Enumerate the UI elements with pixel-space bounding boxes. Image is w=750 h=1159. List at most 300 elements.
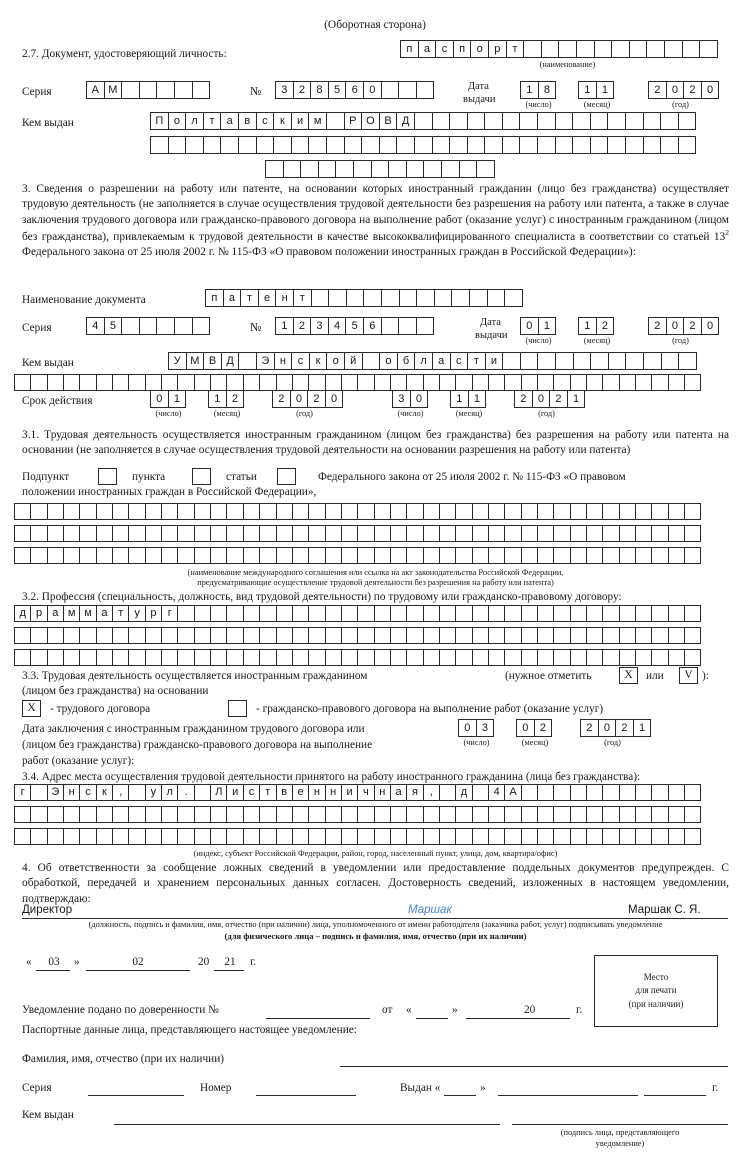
form-cell[interactable] bbox=[128, 627, 145, 644]
form-cell[interactable] bbox=[668, 828, 685, 845]
form-cell[interactable] bbox=[194, 649, 211, 666]
form-cell[interactable] bbox=[326, 136, 345, 154]
form-cell[interactable] bbox=[112, 374, 129, 391]
form-cell[interactable] bbox=[14, 649, 31, 666]
form-cell[interactable] bbox=[390, 828, 407, 845]
form-cell[interactable]: 5 bbox=[345, 317, 364, 335]
form-cell[interactable] bbox=[629, 40, 648, 58]
form-cell[interactable] bbox=[488, 547, 505, 564]
point-input[interactable] bbox=[192, 468, 211, 485]
form-cell[interactable] bbox=[30, 525, 47, 542]
form-cell[interactable] bbox=[112, 649, 129, 666]
form-cell[interactable] bbox=[308, 649, 325, 666]
form-cell[interactable]: м bbox=[308, 112, 327, 130]
form-cell[interactable] bbox=[161, 374, 178, 391]
form-cell[interactable] bbox=[374, 547, 391, 564]
form-cell[interactable] bbox=[537, 352, 556, 370]
form-cell[interactable] bbox=[406, 627, 423, 644]
form-cell[interactable]: м bbox=[63, 605, 80, 622]
form-cell[interactable] bbox=[586, 828, 603, 845]
form-cell[interactable] bbox=[449, 112, 468, 130]
form-cell[interactable] bbox=[161, 627, 178, 644]
form-cell[interactable] bbox=[292, 374, 309, 391]
form-cell[interactable] bbox=[586, 374, 603, 391]
form-cell[interactable]: 4 bbox=[328, 317, 347, 335]
form-cell[interactable] bbox=[177, 806, 194, 823]
form-cell[interactable] bbox=[177, 627, 194, 644]
form-cell[interactable] bbox=[177, 374, 194, 391]
form-cell[interactable]: п bbox=[400, 40, 419, 58]
form-cell[interactable]: 2 bbox=[683, 317, 702, 335]
form-cell[interactable] bbox=[488, 627, 505, 644]
form-cell[interactable]: г bbox=[161, 605, 178, 622]
form-cell[interactable] bbox=[128, 806, 145, 823]
form-cell[interactable] bbox=[602, 605, 619, 622]
form-cell[interactable] bbox=[79, 649, 96, 666]
form-cell[interactable] bbox=[607, 136, 626, 154]
form-cell[interactable] bbox=[276, 547, 293, 564]
form-cell[interactable] bbox=[243, 374, 260, 391]
passport-year-cells[interactable] bbox=[648, 81, 719, 99]
form-cell[interactable] bbox=[145, 374, 162, 391]
form-cell[interactable] bbox=[145, 627, 162, 644]
form-cell[interactable] bbox=[357, 627, 374, 644]
form-cell[interactable]: М bbox=[104, 81, 123, 99]
form-cell[interactable] bbox=[555, 352, 574, 370]
form-cell[interactable] bbox=[256, 136, 275, 154]
form-cell[interactable]: в bbox=[276, 784, 293, 801]
form-cell[interactable]: О bbox=[361, 112, 380, 130]
form-cell[interactable] bbox=[174, 317, 193, 335]
form-cell[interactable] bbox=[441, 160, 460, 178]
form-cell[interactable] bbox=[341, 525, 358, 542]
form-cell[interactable] bbox=[414, 136, 433, 154]
form-cell[interactable] bbox=[325, 374, 342, 391]
form-cell[interactable] bbox=[210, 649, 227, 666]
form-cell[interactable] bbox=[455, 547, 472, 564]
form-cell[interactable] bbox=[112, 503, 129, 520]
form-cell[interactable] bbox=[357, 374, 374, 391]
form-cell[interactable] bbox=[220, 136, 239, 154]
form-cell[interactable] bbox=[353, 160, 372, 178]
form-cell[interactable] bbox=[423, 503, 440, 520]
form-cell[interactable] bbox=[243, 806, 260, 823]
form-cell[interactable]: 1 bbox=[578, 81, 597, 99]
form-cell[interactable]: 2 bbox=[683, 81, 702, 99]
form-cell[interactable]: 1 bbox=[578, 317, 597, 335]
form-cell[interactable] bbox=[607, 112, 626, 130]
form-cell[interactable] bbox=[341, 649, 358, 666]
form-cell[interactable]: и bbox=[485, 352, 504, 370]
form-cell[interactable] bbox=[96, 806, 113, 823]
patent-number-cells[interactable] bbox=[275, 317, 434, 335]
form-cell[interactable] bbox=[406, 806, 423, 823]
form-cell[interactable] bbox=[619, 525, 636, 542]
contract-month-cells[interactable] bbox=[516, 719, 552, 737]
form-cell[interactable] bbox=[243, 503, 260, 520]
form-cell[interactable] bbox=[635, 547, 652, 564]
form-cell[interactable]: 1 bbox=[538, 317, 557, 335]
form-cell[interactable] bbox=[300, 160, 319, 178]
form-cell[interactable] bbox=[374, 806, 391, 823]
form-cell[interactable] bbox=[586, 806, 603, 823]
form-cell[interactable] bbox=[519, 112, 538, 130]
form-cell[interactable]: 6 bbox=[363, 317, 382, 335]
form-cell[interactable] bbox=[521, 605, 538, 622]
form-cell[interactable] bbox=[602, 649, 619, 666]
form-cell[interactable] bbox=[292, 828, 309, 845]
form-cell[interactable]: 0 bbox=[666, 317, 685, 335]
form-cell[interactable]: р bbox=[488, 40, 507, 58]
form-cell[interactable] bbox=[537, 828, 554, 845]
form-cell[interactable] bbox=[635, 806, 652, 823]
form-cell[interactable] bbox=[684, 828, 701, 845]
form-cell[interactable]: 1 bbox=[208, 390, 227, 408]
form-cell[interactable] bbox=[194, 547, 211, 564]
form-cell[interactable] bbox=[455, 828, 472, 845]
form-cell[interactable] bbox=[96, 627, 113, 644]
form-cell[interactable] bbox=[79, 503, 96, 520]
form-cell[interactable] bbox=[308, 136, 327, 154]
form-cell[interactable] bbox=[14, 547, 31, 564]
form-cell[interactable] bbox=[502, 136, 521, 154]
form-cell[interactable] bbox=[308, 627, 325, 644]
form-cell[interactable] bbox=[226, 525, 243, 542]
form-cell[interactable] bbox=[570, 784, 587, 801]
form-cell[interactable] bbox=[602, 828, 619, 845]
form-cell[interactable] bbox=[398, 81, 417, 99]
form-cell[interactable] bbox=[625, 352, 644, 370]
form-cell[interactable]: 3 bbox=[310, 317, 329, 335]
form-cell[interactable] bbox=[308, 374, 325, 391]
form-cell[interactable] bbox=[668, 503, 685, 520]
form-cell[interactable] bbox=[635, 525, 652, 542]
form-cell[interactable] bbox=[128, 503, 145, 520]
form-cell[interactable] bbox=[423, 605, 440, 622]
patent-year-cells[interactable] bbox=[648, 317, 719, 335]
form-cell[interactable] bbox=[273, 136, 292, 154]
form-cell[interactable]: 0 bbox=[516, 719, 535, 737]
form-cell[interactable] bbox=[292, 806, 309, 823]
form-cell[interactable] bbox=[112, 806, 129, 823]
form-cell[interactable] bbox=[63, 806, 80, 823]
form-cell[interactable] bbox=[423, 525, 440, 542]
form-cell[interactable]: 8 bbox=[538, 81, 557, 99]
form-cell[interactable] bbox=[668, 547, 685, 564]
form-cell[interactable]: т bbox=[203, 112, 222, 130]
form-cell[interactable] bbox=[341, 806, 358, 823]
form-cell[interactable] bbox=[439, 547, 456, 564]
form-cell[interactable] bbox=[423, 374, 440, 391]
form-cell[interactable]: и bbox=[291, 112, 310, 130]
form-cell[interactable] bbox=[292, 649, 309, 666]
form-cell[interactable] bbox=[145, 525, 162, 542]
form-cell[interactable] bbox=[30, 627, 47, 644]
form-cell[interactable] bbox=[79, 547, 96, 564]
form-cell[interactable] bbox=[318, 160, 337, 178]
form-cell[interactable] bbox=[553, 828, 570, 845]
form-cell[interactable] bbox=[572, 112, 591, 130]
form-cell[interactable]: а bbox=[432, 352, 451, 370]
section-3-1-row-1[interactable] bbox=[14, 503, 701, 520]
form-cell[interactable] bbox=[390, 547, 407, 564]
passport-issued-row-3[interactable] bbox=[265, 160, 495, 178]
form-cell[interactable] bbox=[399, 289, 418, 307]
form-cell[interactable] bbox=[379, 136, 398, 154]
form-cell[interactable] bbox=[308, 806, 325, 823]
form-cell[interactable]: н bbox=[63, 784, 80, 801]
form-cell[interactable] bbox=[572, 136, 591, 154]
form-cell[interactable] bbox=[96, 828, 113, 845]
form-cell[interactable]: 6 bbox=[345, 81, 364, 99]
form-cell[interactable] bbox=[519, 136, 538, 154]
form-cell[interactable] bbox=[357, 806, 374, 823]
form-cell[interactable] bbox=[472, 828, 489, 845]
passport-seria-cells[interactable] bbox=[86, 81, 210, 99]
form-cell[interactable] bbox=[210, 828, 227, 845]
form-cell[interactable] bbox=[96, 374, 113, 391]
form-cell[interactable]: а bbox=[418, 40, 437, 58]
form-cell[interactable] bbox=[570, 605, 587, 622]
form-cell[interactable] bbox=[406, 649, 423, 666]
form-cell[interactable] bbox=[112, 627, 129, 644]
form-cell[interactable] bbox=[651, 525, 668, 542]
form-cell[interactable] bbox=[341, 627, 358, 644]
form-cell[interactable]: . bbox=[177, 784, 194, 801]
form-cell[interactable] bbox=[357, 525, 374, 542]
form-cell[interactable] bbox=[455, 374, 472, 391]
form-cell[interactable]: 2 bbox=[293, 81, 312, 99]
form-cell[interactable] bbox=[292, 547, 309, 564]
form-cell[interactable] bbox=[416, 317, 435, 335]
form-cell[interactable] bbox=[63, 547, 80, 564]
form-cell[interactable] bbox=[194, 828, 211, 845]
form-cell[interactable]: с bbox=[291, 352, 310, 370]
form-cell[interactable]: д bbox=[455, 784, 472, 801]
form-cell[interactable]: 0 bbox=[363, 81, 382, 99]
form-cell[interactable] bbox=[684, 627, 701, 644]
patent-issued-row-2[interactable] bbox=[14, 374, 701, 391]
form-cell[interactable]: А bbox=[86, 81, 105, 99]
form-cell[interactable]: 2 bbox=[596, 317, 615, 335]
form-cell[interactable] bbox=[590, 352, 609, 370]
form-cell[interactable]: 0 bbox=[520, 317, 539, 335]
form-cell[interactable]: о bbox=[470, 40, 489, 58]
form-cell[interactable] bbox=[668, 605, 685, 622]
form-cell[interactable] bbox=[311, 289, 330, 307]
form-cell[interactable] bbox=[194, 374, 211, 391]
form-cell[interactable] bbox=[619, 627, 636, 644]
form-cell[interactable] bbox=[325, 627, 342, 644]
form-cell[interactable] bbox=[684, 649, 701, 666]
form-cell[interactable] bbox=[63, 374, 80, 391]
form-cell[interactable] bbox=[472, 784, 489, 801]
form-cell[interactable] bbox=[14, 374, 31, 391]
form-cell[interactable] bbox=[668, 649, 685, 666]
form-cell[interactable]: 0 bbox=[701, 317, 720, 335]
form-cell[interactable] bbox=[14, 828, 31, 845]
form-cell[interactable] bbox=[553, 649, 570, 666]
form-cell[interactable]: В bbox=[203, 352, 222, 370]
form-cell[interactable]: с bbox=[435, 40, 454, 58]
form-cell[interactable] bbox=[668, 525, 685, 542]
form-cell[interactable] bbox=[541, 40, 560, 58]
form-cell[interactable] bbox=[643, 352, 662, 370]
form-cell[interactable] bbox=[238, 136, 257, 154]
form-cell[interactable] bbox=[635, 627, 652, 644]
form-cell[interactable] bbox=[661, 352, 680, 370]
form-cell[interactable] bbox=[504, 649, 521, 666]
form-cell[interactable] bbox=[434, 289, 453, 307]
form-cell[interactable]: 5 bbox=[328, 81, 347, 99]
form-cell[interactable] bbox=[488, 649, 505, 666]
form-cell[interactable] bbox=[455, 525, 472, 542]
form-cell[interactable] bbox=[210, 605, 227, 622]
form-cell[interactable]: 2 bbox=[580, 719, 599, 737]
form-cell[interactable]: Р bbox=[344, 112, 363, 130]
form-cell[interactable] bbox=[96, 547, 113, 564]
form-cell[interactable] bbox=[357, 503, 374, 520]
form-cell[interactable] bbox=[14, 627, 31, 644]
form-cell[interactable] bbox=[406, 374, 423, 391]
form-cell[interactable]: 5 bbox=[104, 317, 123, 335]
form-cell[interactable] bbox=[668, 374, 685, 391]
form-cell[interactable] bbox=[651, 806, 668, 823]
patent-month-cells[interactable] bbox=[578, 317, 614, 335]
form-cell[interactable] bbox=[537, 503, 554, 520]
form-cell[interactable] bbox=[684, 806, 701, 823]
form-cell[interactable] bbox=[308, 503, 325, 520]
form-cell[interactable] bbox=[602, 503, 619, 520]
form-cell[interactable] bbox=[276, 828, 293, 845]
form-cell[interactable] bbox=[678, 352, 697, 370]
form-cell[interactable] bbox=[406, 525, 423, 542]
form-cell[interactable] bbox=[439, 525, 456, 542]
form-cell[interactable]: 1 bbox=[275, 317, 294, 335]
form-cell[interactable] bbox=[396, 136, 415, 154]
form-cell[interactable] bbox=[455, 503, 472, 520]
form-cell[interactable] bbox=[472, 503, 489, 520]
form-cell[interactable] bbox=[504, 525, 521, 542]
form-cell[interactable]: 2 bbox=[272, 390, 291, 408]
form-cell[interactable]: У bbox=[168, 352, 187, 370]
validity-from-month-cells[interactable] bbox=[208, 390, 244, 408]
form-cell[interactable] bbox=[292, 627, 309, 644]
form-cell[interactable]: 1 bbox=[468, 390, 487, 408]
form-cell[interactable]: , bbox=[112, 784, 129, 801]
form-cell[interactable] bbox=[684, 503, 701, 520]
form-cell[interactable] bbox=[684, 374, 701, 391]
form-cell[interactable] bbox=[203, 136, 222, 154]
form-cell[interactable] bbox=[455, 605, 472, 622]
form-cell[interactable] bbox=[699, 40, 718, 58]
form-cell[interactable] bbox=[537, 806, 554, 823]
form-cell[interactable] bbox=[488, 525, 505, 542]
form-cell[interactable] bbox=[406, 605, 423, 622]
form-cell[interactable]: Л bbox=[210, 784, 227, 801]
form-cell[interactable]: п bbox=[453, 40, 472, 58]
passport-day-cells[interactable] bbox=[520, 81, 556, 99]
form-cell[interactable]: к bbox=[96, 784, 113, 801]
form-cell[interactable] bbox=[194, 806, 211, 823]
form-cell[interactable] bbox=[128, 784, 145, 801]
form-cell[interactable] bbox=[488, 605, 505, 622]
form-cell[interactable] bbox=[423, 828, 440, 845]
form-cell[interactable] bbox=[145, 828, 162, 845]
form-cell[interactable]: а bbox=[223, 289, 242, 307]
form-cell[interactable] bbox=[374, 503, 391, 520]
form-cell[interactable]: 1 bbox=[633, 719, 652, 737]
form-cell[interactable] bbox=[145, 503, 162, 520]
form-cell[interactable]: я bbox=[406, 784, 423, 801]
form-cell[interactable] bbox=[504, 547, 521, 564]
form-cell[interactable]: 1 bbox=[450, 390, 469, 408]
form-cell[interactable] bbox=[161, 547, 178, 564]
form-cell[interactable] bbox=[47, 627, 64, 644]
form-cell[interactable] bbox=[328, 289, 347, 307]
form-cell[interactable] bbox=[570, 525, 587, 542]
form-cell[interactable] bbox=[467, 112, 486, 130]
form-cell[interactable] bbox=[537, 136, 556, 154]
contract-day-cells[interactable] bbox=[458, 719, 494, 737]
form-cell[interactable]: а bbox=[96, 605, 113, 622]
form-cell[interactable] bbox=[96, 649, 113, 666]
form-cell[interactable] bbox=[651, 627, 668, 644]
form-cell[interactable] bbox=[472, 649, 489, 666]
option-civil-contract-checkbox[interactable] bbox=[228, 700, 247, 717]
form-cell[interactable]: и bbox=[226, 784, 243, 801]
form-cell[interactable] bbox=[177, 828, 194, 845]
form-cell[interactable] bbox=[521, 627, 538, 644]
form-cell[interactable] bbox=[276, 627, 293, 644]
section-3-4-row-3[interactable] bbox=[14, 828, 701, 845]
form-cell[interactable]: е bbox=[292, 784, 309, 801]
form-cell[interactable] bbox=[668, 806, 685, 823]
form-cell[interactable] bbox=[635, 828, 652, 845]
form-cell[interactable] bbox=[651, 374, 668, 391]
form-cell[interactable] bbox=[14, 503, 31, 520]
form-cell[interactable] bbox=[553, 605, 570, 622]
form-cell[interactable] bbox=[243, 627, 260, 644]
validity-to-month-cells[interactable] bbox=[450, 390, 486, 408]
form-cell[interactable] bbox=[79, 806, 96, 823]
form-cell[interactable]: 1 bbox=[168, 390, 187, 408]
form-cell[interactable] bbox=[537, 525, 554, 542]
form-cell[interactable] bbox=[357, 828, 374, 845]
form-cell[interactable] bbox=[79, 525, 96, 542]
form-cell[interactable]: т bbox=[293, 289, 312, 307]
form-cell[interactable]: 0 bbox=[290, 390, 309, 408]
form-cell[interactable]: с bbox=[256, 112, 275, 130]
form-cell[interactable] bbox=[325, 649, 342, 666]
form-cell[interactable]: р bbox=[30, 605, 47, 622]
form-cell[interactable]: т bbox=[240, 289, 259, 307]
passport-doc-name-cells[interactable] bbox=[400, 40, 718, 58]
section-3-1-row-2[interactable] bbox=[14, 525, 701, 542]
form-cell[interactable] bbox=[362, 352, 381, 370]
form-cell[interactable] bbox=[576, 40, 595, 58]
form-cell[interactable]: 2 bbox=[549, 390, 568, 408]
form-cell[interactable] bbox=[668, 627, 685, 644]
form-cell[interactable]: 2 bbox=[307, 390, 326, 408]
form-cell[interactable]: 0 bbox=[325, 390, 344, 408]
article-input[interactable] bbox=[277, 468, 296, 485]
form-cell[interactable] bbox=[226, 503, 243, 520]
form-cell[interactable] bbox=[390, 806, 407, 823]
form-cell[interactable] bbox=[325, 525, 342, 542]
validity-to-year-cells[interactable] bbox=[514, 390, 585, 408]
passport-month-cells[interactable] bbox=[578, 81, 614, 99]
